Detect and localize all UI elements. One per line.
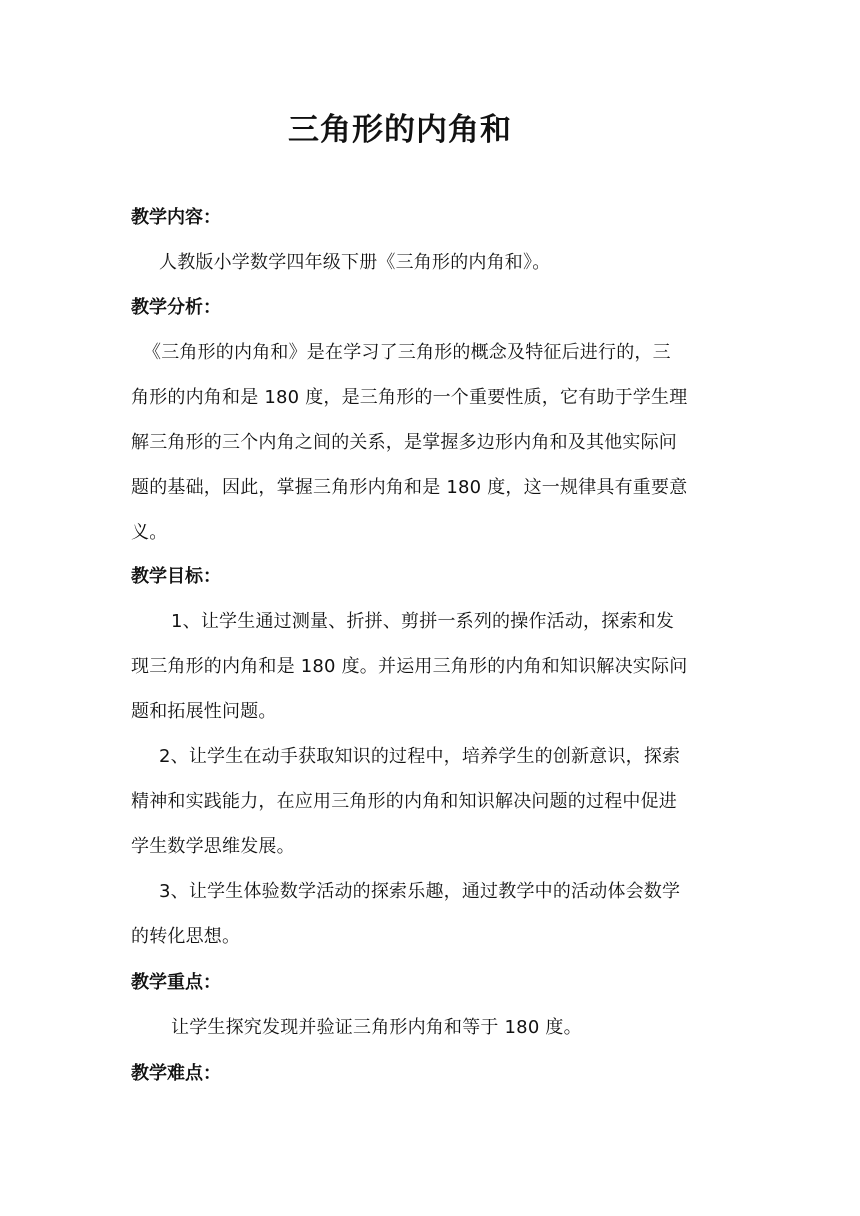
paragraph-line: 1、让学生通过测量、折拼、剪拼一系列的操作活动，探索和发 xyxy=(171,611,675,632)
teaching-analysis-paragraph xyxy=(131,330,731,555)
paragraph-line: 题和拓展性问题。 xyxy=(131,701,277,722)
paragraph-line: 的转化思想。 xyxy=(131,926,241,947)
paragraph-line: 人教版小学数学四年级下册《三角形的内角和》。 xyxy=(159,252,551,273)
heading-key-point: 教学重点： xyxy=(131,972,221,993)
heading-difficult-point: 教学难点： xyxy=(131,1063,221,1084)
paragraph-line: 题的基础，因此，掌握三角形内角和是 180 度，这一规律具有重要意 xyxy=(131,477,688,498)
heading-teaching-analysis: 教学分析： xyxy=(131,297,221,318)
paragraph-line: 让学生探究发现并验证三角形内角和等于 180 度。 xyxy=(171,1017,582,1038)
paragraph-line: 现三角形的内角和是 180 度。并运用三角形的内角和知识解决实际问 xyxy=(131,656,688,677)
paragraph-line: 角形的内角和是 180 度，是三角形的一个重要性质，它有助于学生理 xyxy=(131,387,688,408)
teaching-goal-3 xyxy=(131,869,731,959)
paragraph-line: 解三角形的三个内角之间的关系，是掌握多边形内角和及其他实际问 xyxy=(131,432,677,453)
paragraph-line: 2、让学生在动手获取知识的过程中，培养学生的创新意识，探索 xyxy=(159,746,681,767)
paragraph-line: 《三角形的内角和》是在学习了三角形的概念及特征后进行的，三 xyxy=(143,342,671,363)
teaching-goal-2 xyxy=(131,734,731,869)
teaching-content-paragraph xyxy=(131,240,731,285)
paragraph-line: 3、让学生体验数学活动的探索乐趣，通过教学中的活动体会数学 xyxy=(159,881,681,902)
paragraph-line: 精神和实践能力，在应用三角形的内角和知识解决问题的过程中促进 xyxy=(131,791,677,812)
teaching-goal-1 xyxy=(131,599,731,734)
paragraph-line: 学生数学思维发展。 xyxy=(131,836,295,857)
paragraph-line: 义。 xyxy=(131,522,168,543)
heading-teaching-goals: 教学目标： xyxy=(131,566,221,587)
key-point-paragraph xyxy=(131,1005,731,1050)
document-title: 三角形的内角和 xyxy=(288,112,512,148)
heading-teaching-content: 教学内容： xyxy=(131,207,221,228)
